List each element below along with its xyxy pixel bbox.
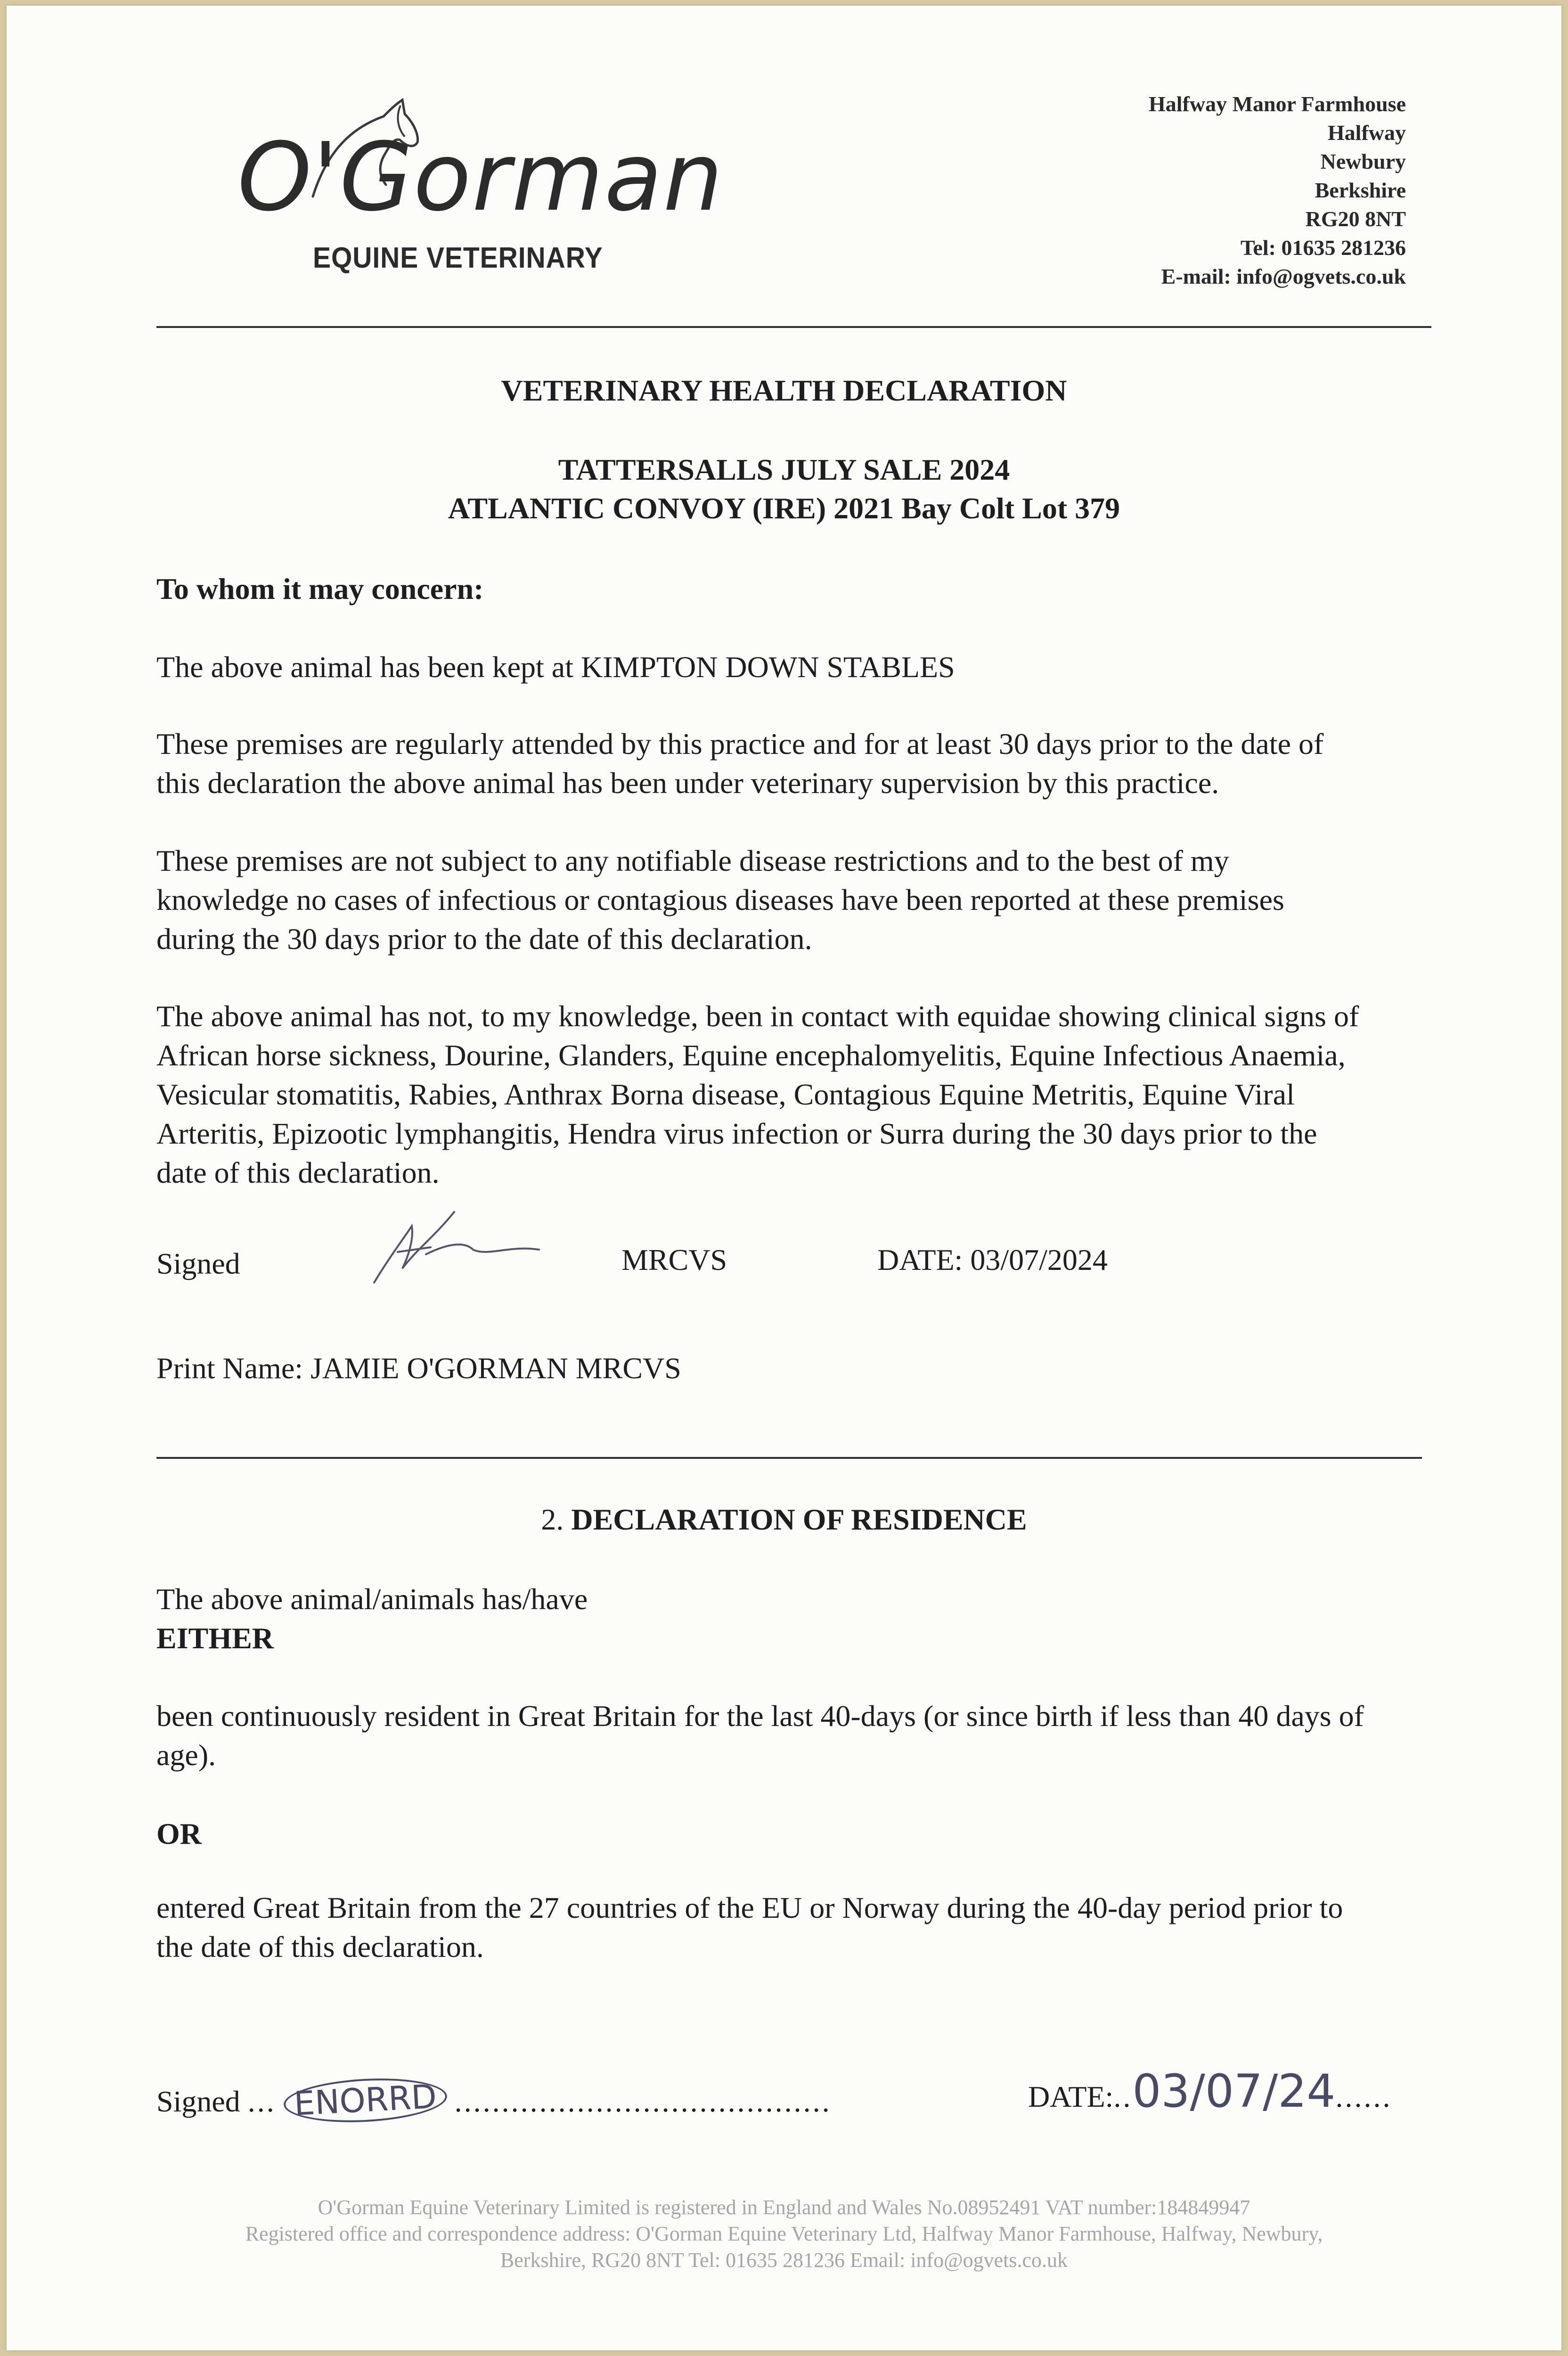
paragraph-line: knowledge no cases of infectious or contagious diseases have been reported at these premises: [156, 883, 1284, 916]
paragraph-line: African horse sickness, Dourine, Glanders, Equine encephalomyelitis, Equine Infectious Anaemia,: [156, 1039, 1346, 1072]
logo-wordmark: O'Gorman: [237, 123, 724, 232]
address-line: Newbury: [1320, 149, 1406, 173]
date-label: DATE:: [1028, 2080, 1114, 2113]
paragraph-line: Arteritis, Epizootic lymphangitis, Hendra virus infection or Surra during the 30 days prior to the: [156, 1117, 1317, 1150]
residence-title: DECLARATION OF RESIDENCE: [571, 1503, 1027, 1536]
address-line: Berkshire: [1315, 178, 1406, 202]
address-line: Tel: 01635 281236: [1241, 236, 1406, 260]
date-dots: ..: [1113, 2080, 1133, 2113]
section-divider: [156, 1457, 1422, 1459]
logo-subtitle: EQUINE VETERINARY: [313, 242, 603, 274]
option-entered: [156, 1888, 1343, 1966]
signed-label: Signed: [156, 1247, 240, 1280]
footer-line: Registered office and correspondence address: O'Gorman Equine Veterinary Ltd, Halfway Manor Farmhouse, Halfway, Newbury,: [245, 2222, 1323, 2245]
practice-address: [1149, 90, 1406, 291]
kept-at-paragraph: The above animal has been kept at KIMPTON DOWN STABLES: [156, 650, 955, 684]
section-number: 2.: [541, 1503, 564, 1536]
address-line: E-mail: info@ogvets.co.uk: [1161, 264, 1406, 288]
document-page: [7, 6, 1561, 2350]
handwritten-signature: ENORRD: [283, 2075, 448, 2126]
paragraph-line: this declaration the above animal has been under veterinary supervision by this practice.: [156, 766, 1219, 800]
supervision-paragraph: [156, 724, 1323, 802]
residence-intro: The above animal/animals has/have: [156, 1582, 588, 1616]
paragraph-line: Vesicular stomatitis, Rabies, Anthrax Borna disease, Contagious Equine Metritis, Equine Viral: [156, 1078, 1295, 1111]
footer-line: Berkshire, RG20 8NT Tel: 01635 281236 Email: info@ogvets.co.uk: [500, 2249, 1068, 2272]
paragraph-line: These premises are not subject to any notifiable disease restrictions and to the best of my: [156, 844, 1229, 877]
company-footer: [7, 2194, 1561, 2274]
option-resident: [156, 1696, 1364, 1775]
print-name: Print Name: JAMIE O'GORMAN MRCVS: [156, 1351, 681, 1385]
handwritten-date: 03/07/24: [1132, 2065, 1336, 2118]
paragraph-line: entered Great Britain from the 27 countries of the EU or Norway during the 40-day period prior to: [156, 1891, 1343, 1924]
or-label: OR: [156, 1817, 202, 1850]
signature-dots: ...: [247, 2085, 276, 2118]
address-line: Halfway: [1327, 121, 1406, 145]
horse-title: ATLANTIC CONVOY (IRE) 2021 Bay Colt Lot 379: [448, 491, 1120, 525]
salutation: To whom it may concern:: [156, 572, 484, 605]
footer-line: O'Gorman Equine Veterinary Limited is registered in England and Wales No.08952491 VAT number:184849947: [318, 2196, 1250, 2219]
declaration-title: VETERINARY HEALTH DECLARATION: [501, 374, 1067, 407]
diseases-paragraph: [156, 997, 1359, 1192]
signature-dots: ........................................: [454, 2085, 832, 2118]
signature-date: DATE: 03/07/2024: [877, 1243, 1108, 1276]
header-divider: [156, 326, 1431, 328]
vet-signature: [369, 1198, 544, 1292]
paragraph-line: date of this declaration.: [156, 1156, 440, 1189]
paragraph-line: These premises are regularly attended by this practice and for at least 30 days prior to the date of: [156, 727, 1324, 761]
address-line: Halfway Manor Farmhouse: [1148, 92, 1406, 116]
address-line: RG20 8NT: [1305, 207, 1406, 231]
signed-line: [156, 2079, 832, 2122]
date-dots: ......: [1335, 2080, 1392, 2113]
either-label: EITHER: [156, 1621, 274, 1655]
residence-heading: [7, 1502, 1561, 1537]
date-line: [1028, 2065, 1392, 2118]
sale-title: TATTERSALLS JULY SALE 2024: [558, 453, 1010, 486]
paragraph-line: age).: [156, 1738, 216, 1772]
paragraph-line: The above animal has not, to my knowledge, been in contact with equidae showing clinical signs of: [156, 999, 1359, 1033]
paragraph-line: during the 30 days prior to the date of this declaration.: [156, 922, 812, 956]
paragraph-line: been continuously resident in Great Britain for the last 40-days (or since birth if less than 40 days of: [156, 1699, 1364, 1733]
signed-label: Signed: [156, 2085, 240, 2118]
restrictions-paragraph: [156, 841, 1284, 958]
paragraph-line: the date of this declaration.: [156, 1930, 484, 1963]
mrcvs-label: MRCVS: [621, 1243, 727, 1276]
